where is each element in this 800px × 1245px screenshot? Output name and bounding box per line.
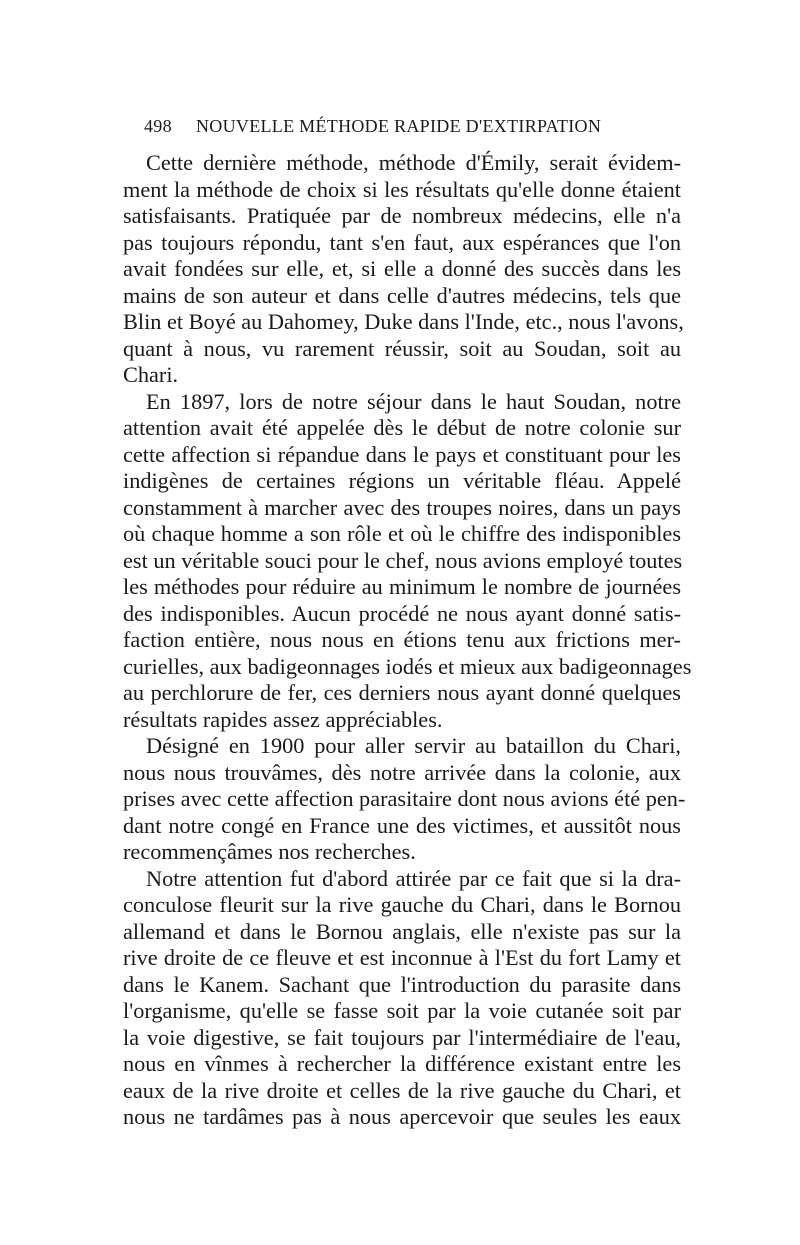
body-text (123, 150, 692, 1131)
text-line: indigènes de certaines régions un véritable fléau. Appelé (123, 468, 681, 493)
text-line: nous en vînmes à rechercher la différence existant entre les (123, 1051, 681, 1076)
text-line: où chaque homme a son rôle et où le chiffre des indisponibles (123, 521, 681, 546)
text-line: attention avait été appelée dès le début de notre colonie sur (123, 415, 681, 440)
paragraph (123, 150, 684, 389)
text-line: pas toujours répondu, tant s'en faut, aux espérances que l'on (123, 229, 681, 255)
text-line: ment la méthode de choix si les résultats qu'elle donne étaient (123, 176, 681, 202)
text-line: faction entière, nous nous en étions tenu aux frictions mer- (123, 627, 681, 652)
text-line: Cette dernière méthode, méthode d'Émily, serait évidem- (146, 150, 681, 175)
running-title: NOUVELLE MÉTHODE RAPIDE D'EXTIRPATION (196, 116, 602, 136)
text-line: recommençâmes nos recherches. (123, 839, 416, 864)
text-line: résultats rapides assez appréciables. (123, 706, 443, 732)
text-line: au perchlorure de fer, ces derniers nous ayant donné quelques (123, 680, 681, 705)
paragraph (123, 733, 686, 866)
text-line: nous nous trouvâmes, dès notre arrivée dans la colonie, aux (123, 759, 681, 785)
paragraph (123, 866, 681, 1131)
text-line: Notre attention fut d'abord attirée par ce fait que si la dra- (146, 865, 681, 891)
text-line: nous ne tardâmes pas à nous apercevoir que seules les eaux (123, 1104, 681, 1129)
text-line: les méthodes pour réduire au minimum le nombre de journées (123, 574, 681, 599)
text-line: dans le Kanem. Sachant que l'introduction du parasite dans (123, 971, 681, 997)
text-line: Chari. (123, 362, 179, 387)
text-line: avait fondées sur elle, et, si elle a donné des succès dans les (123, 256, 681, 281)
text-line: Blin et Boyé au Dahomey, Duke dans l'Inde, etc., nous l'avons, (123, 309, 684, 334)
text-line: conculose fleurit sur la rive gauche du Chari, dans le Bornou (123, 892, 681, 917)
text-line: est un véritable souci pour le chef, nous avions employé toutes (123, 547, 683, 573)
text-line: satisfaisants. Pratiquée par de nombreux médecins, elle n'a (123, 203, 681, 228)
text-line: allemand et dans le Bornou anglais, elle n'existe pas sur la (123, 918, 681, 944)
text-line: En 1897, lors de notre séjour dans le haut Soudan, notre (146, 388, 681, 414)
text-line: dant notre congé en France une des victimes, et aussitôt nous (123, 812, 681, 838)
text-line: curielles, aux badigeonnages iodés et mieux aux badigeonnages (123, 653, 692, 679)
page-header (144, 116, 614, 146)
text-line: cette affection si répandue dans le pays et constituant pour les (123, 441, 681, 467)
text-line: la voie digestive, se fait toujours par l'intermédiaire de l'eau, (123, 1024, 681, 1050)
text-line: constamment à marcher avec des troupes noires, dans un pays (123, 494, 681, 520)
text-line: Désigné en 1900 pour aller servir au bataillon du Chari, (146, 733, 681, 758)
text-line: mains de son auteur et dans celle d'autres médecins, tels que (123, 282, 681, 308)
page-number: 498 (144, 116, 172, 136)
text-line: des indisponibles. Aucun procédé ne nous ayant donné satis- (123, 600, 681, 626)
text-line: quant à nous, vu rarement réussir, soit au Soudan, soit au (123, 335, 681, 361)
text-line: prises avec cette affection parasitaire dont nous avions été pen- (123, 786, 686, 811)
paragraph (123, 388, 692, 734)
text-line: l'organisme, qu'elle se fasse soit par la voie cutanée soit par (123, 998, 681, 1023)
text-line: eaux de la rive droite et celles de la rive gauche du Chari, et (123, 1077, 681, 1103)
text-line: rive droite de ce fleuve et est inconnue à l'Est du fort Lamy et (123, 945, 681, 970)
